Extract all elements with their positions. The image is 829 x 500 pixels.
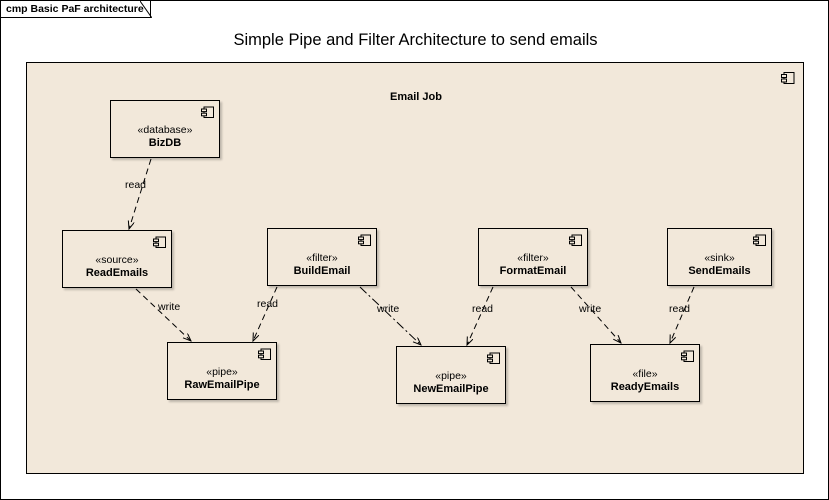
frame-tab	[1, 1, 151, 18]
component-stereotype: «file»	[632, 368, 658, 380]
component-name: BuildEmail	[293, 265, 351, 277]
component-bizdb[interactable]	[110, 100, 220, 158]
component-name: ReadyEmails	[610, 381, 680, 393]
component-name: BizDB	[148, 137, 182, 149]
component-stereotype: «database»	[137, 124, 193, 136]
component-name: FormatEmail	[499, 265, 567, 277]
connector-label-write-newpipe: write	[377, 303, 400, 315]
component-stereotype: «filter»	[517, 252, 549, 264]
frame-tab-corner-icon	[140, 1, 152, 18]
connector-label-read-ready: read	[669, 303, 691, 315]
component-icon	[487, 352, 500, 365]
component-stereotype: «sink»	[704, 252, 735, 264]
connector-label-write-ready: write	[579, 303, 602, 315]
component-rawemailpipe[interactable]	[167, 342, 277, 400]
component-stereotype: «source»	[95, 254, 139, 266]
package-label: Email Job	[390, 91, 442, 103]
component-stereotype: «filter»	[306, 252, 338, 264]
component-reademails[interactable]	[62, 230, 172, 288]
connector-label-read-newpipe: read	[472, 303, 494, 315]
component-formatemail[interactable]	[478, 228, 588, 286]
component-icon	[781, 71, 795, 85]
component-newemailpipe[interactable]	[396, 346, 506, 404]
component-icon	[201, 106, 214, 119]
component-stereotype: «pipe»	[206, 366, 238, 378]
component-name: RawEmailPipe	[184, 379, 260, 391]
component-name: ReadEmails	[85, 267, 149, 279]
component-readyemails[interactable]	[590, 344, 700, 402]
component-name: SendEmails	[688, 265, 751, 277]
component-icon	[569, 234, 582, 247]
component-stereotype: «pipe»	[435, 370, 467, 382]
connector-label-write-rawpipe: write	[158, 301, 181, 313]
component-icon	[358, 234, 371, 247]
connector-label-read-bizdb: read	[125, 179, 147, 191]
component-sendemails[interactable]	[667, 228, 772, 286]
component-buildemail[interactable]	[267, 228, 377, 286]
component-icon	[153, 236, 166, 249]
connector-label-read-rawpipe: read	[257, 298, 279, 310]
component-name: NewEmailPipe	[413, 383, 489, 395]
component-icon	[681, 350, 694, 363]
component-icon	[753, 234, 766, 247]
component-icon	[258, 348, 271, 361]
page-title: Simple Pipe and Filter Architecture to send emails	[233, 31, 598, 49]
frame-tab-label: cmp Basic PaF architecture	[6, 3, 144, 15]
